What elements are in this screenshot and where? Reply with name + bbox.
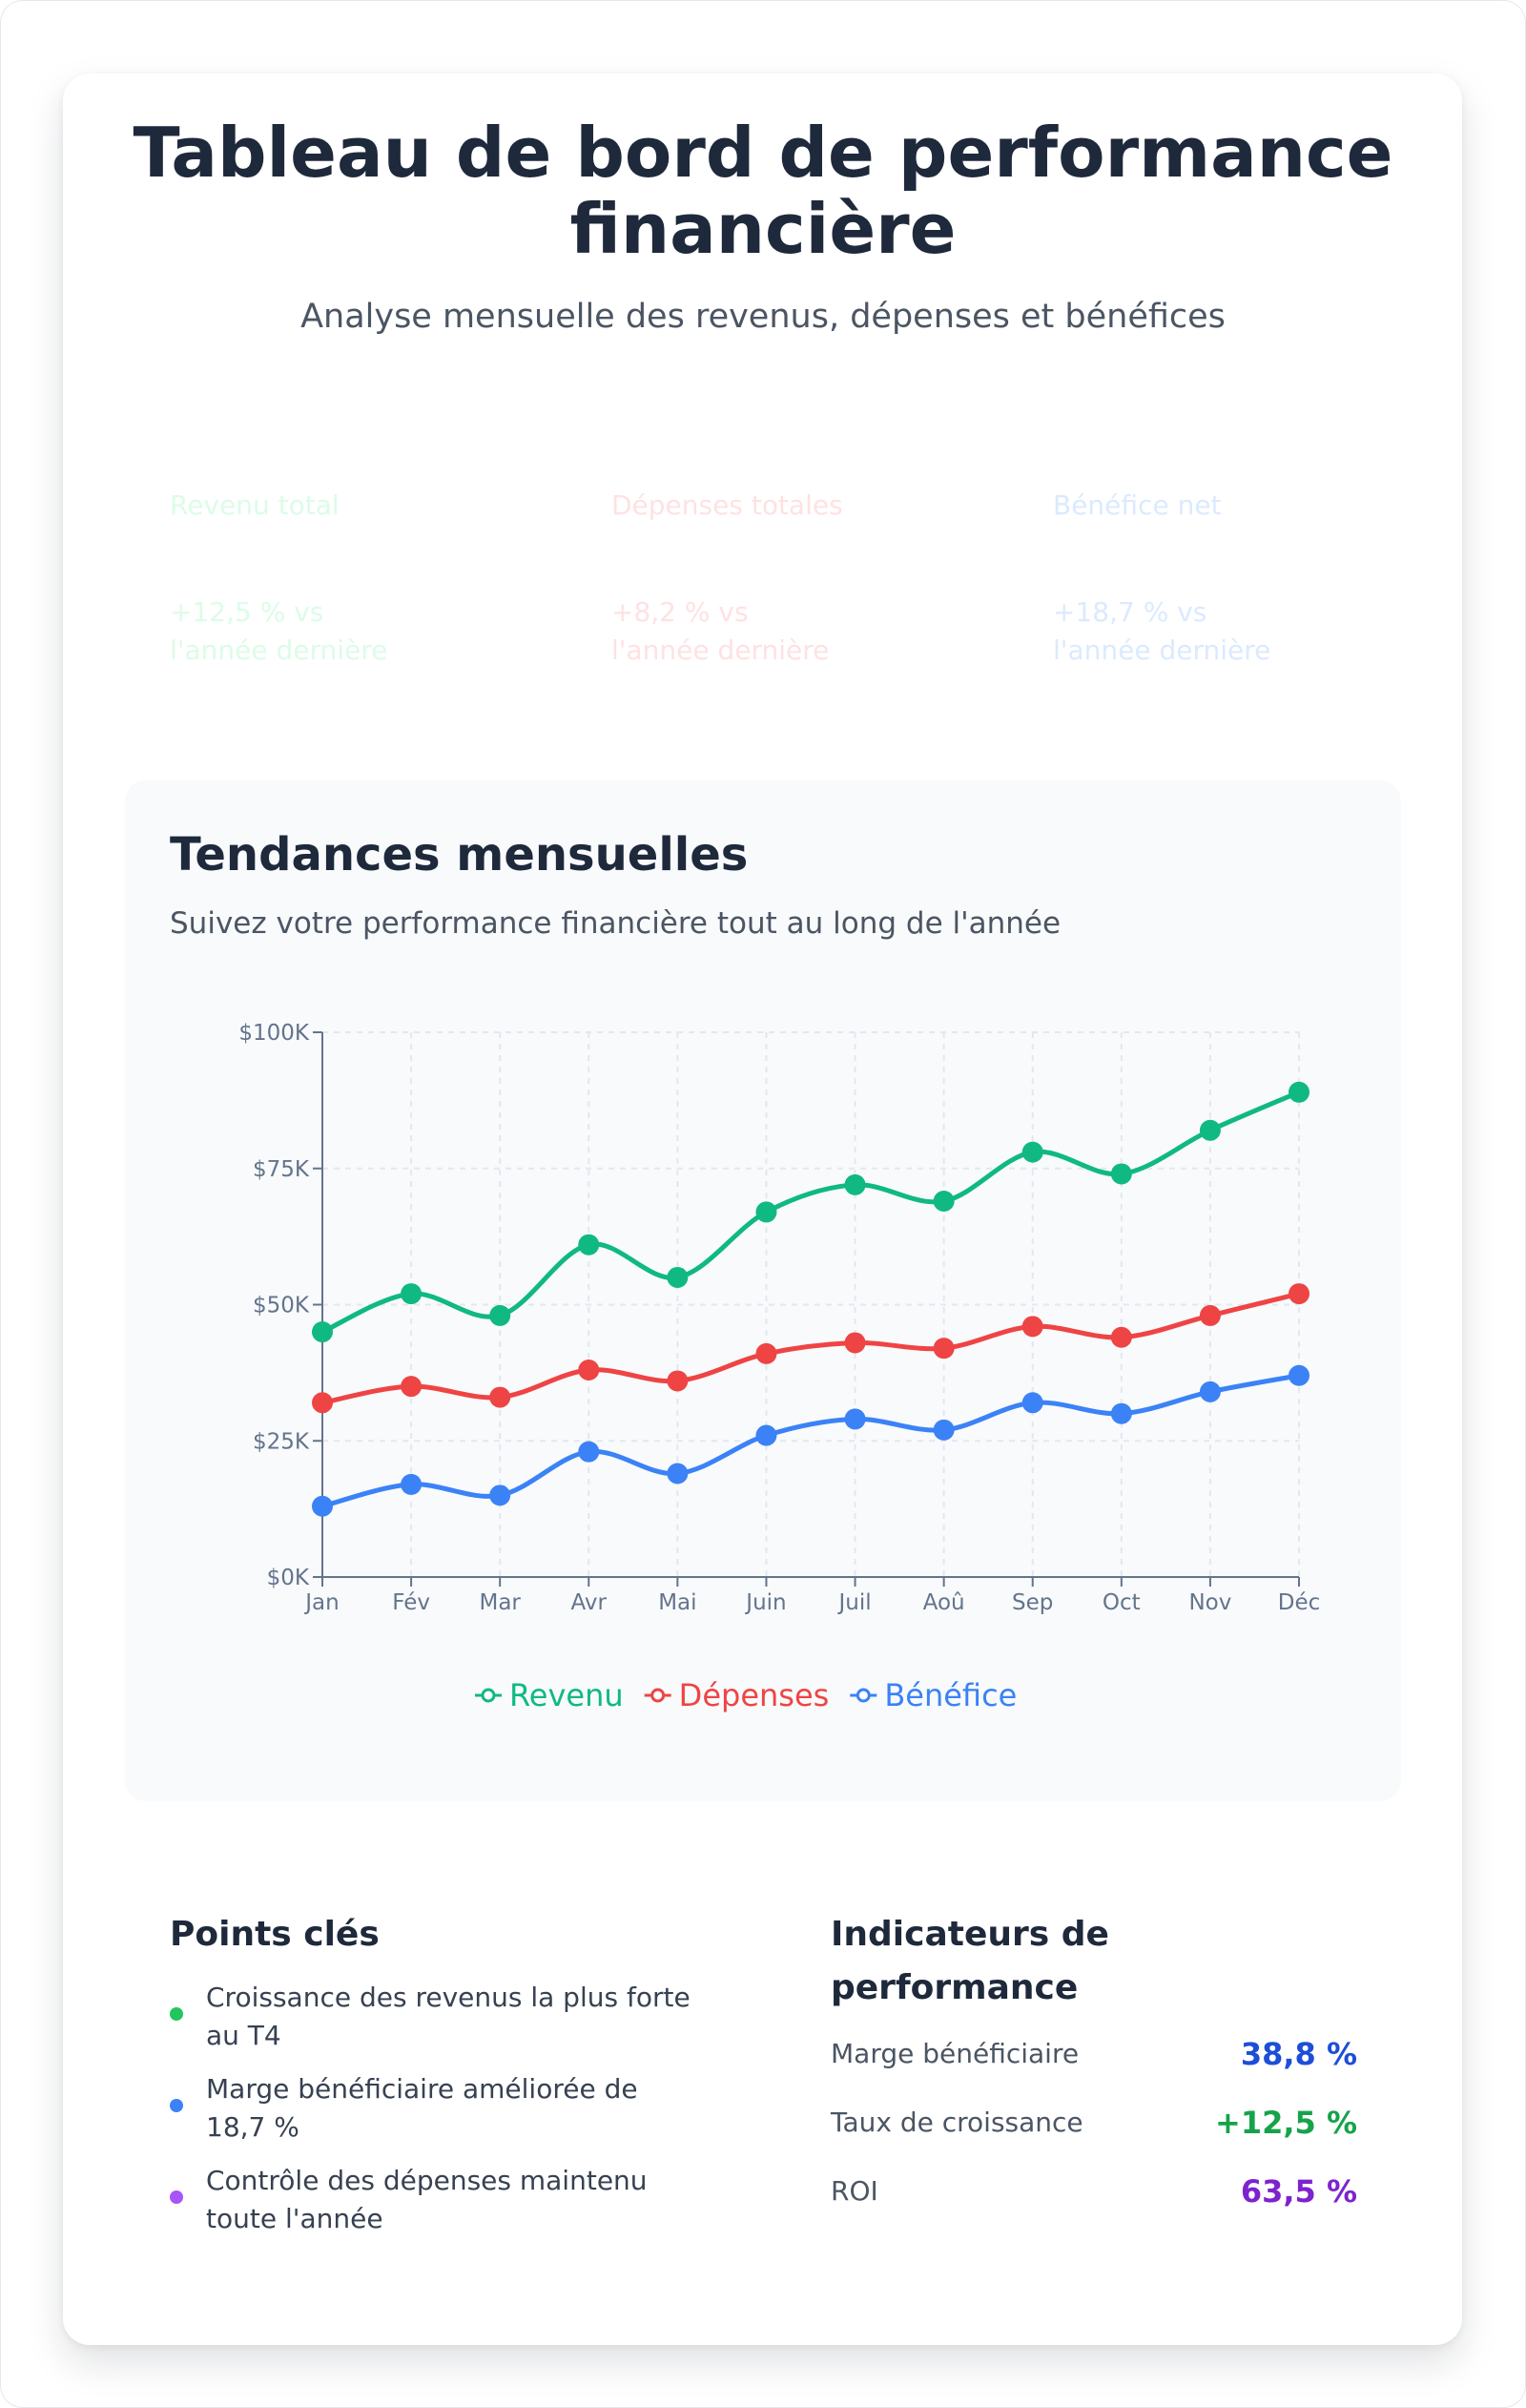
data-point-depenses — [667, 1370, 688, 1391]
kpi-expenses-change-line-2: l'année dernière — [611, 634, 830, 666]
key-point-line-2: au T4 — [206, 2020, 281, 2051]
x-tick-label: Aoû — [922, 1590, 965, 1615]
legend-label-depenses: Dépenses — [678, 1677, 830, 1713]
data-point-benefice — [934, 1420, 955, 1441]
key-point-line-2: 18,7 % — [206, 2111, 299, 2143]
data-point-benefice — [755, 1425, 776, 1446]
data-point-depenses — [1022, 1316, 1043, 1337]
y-tick-label: $0K — [266, 1566, 309, 1590]
x-tick-label: Juil — [838, 1590, 872, 1615]
page-subtitle: Analyse mensuelle des revenus, dépenses et bénéfices — [300, 298, 1226, 336]
kpi-expenses-change-line-1: +8,2 % vs — [611, 596, 749, 628]
data-point-benefice — [489, 1484, 510, 1505]
chart-subtitle: Suivez votre performance financière tout au long de l'année — [170, 906, 1062, 941]
kpi-revenue-label: Revenu total — [170, 489, 340, 521]
data-point-revenu — [667, 1267, 688, 1288]
data-point-revenu — [934, 1191, 955, 1212]
kpi-profit-change-line-1: +18,7 % vs — [1053, 596, 1207, 628]
data-point-benefice — [845, 1408, 866, 1429]
x-tick-label: Déc — [1277, 1590, 1321, 1615]
x-tick-label: Jan — [305, 1590, 340, 1615]
key-point-text — [206, 2070, 721, 2147]
metric-label: Marge bénéficiaire — [831, 2038, 1080, 2069]
metric-label: Taux de croissance — [831, 2107, 1083, 2138]
data-point-revenu — [312, 1321, 333, 1342]
bullet-dot-icon — [170, 2190, 183, 2204]
data-point-depenses — [1200, 1305, 1221, 1326]
data-point-revenu — [845, 1174, 866, 1195]
kpi-revenue-change-line-2: l'année dernière — [170, 634, 388, 666]
data-point-revenu — [489, 1305, 510, 1326]
key-point-line-2: toute l'année — [206, 2203, 383, 2234]
legend-label-revenu: Revenu — [509, 1677, 624, 1713]
data-point-benefice — [667, 1463, 688, 1484]
data-point-revenu — [1111, 1163, 1132, 1184]
key-point-line-1: Contrôle des dépenses maintenu — [206, 2165, 648, 2196]
series-line-revenu — [322, 1092, 1299, 1332]
key-point-line-1: Croissance des revenus la plus forte — [206, 1982, 691, 2013]
x-tick-label: Fév — [392, 1590, 430, 1615]
data-point-revenu — [1289, 1082, 1309, 1103]
x-tick-label: Avr — [570, 1590, 608, 1615]
kpi-profit-change-line-2: l'année dernière — [1053, 634, 1271, 666]
performance-title-line-1: Indicateurs de — [831, 1915, 1109, 1954]
data-point-depenses — [578, 1360, 599, 1380]
x-tick-label: Sep — [1012, 1590, 1054, 1615]
legend-marker-icon — [857, 1690, 869, 1701]
metric-label: ROI — [831, 2175, 878, 2207]
x-tick-label: Mar — [479, 1590, 521, 1615]
data-point-depenses — [1289, 1283, 1309, 1304]
data-point-benefice — [1022, 1392, 1043, 1413]
kpi-profit-label: Bénéfice net — [1053, 489, 1222, 521]
data-point-depenses — [1111, 1327, 1132, 1348]
kpi-revenue-change-line-1: +12,5 % vs — [170, 596, 324, 628]
x-tick-label: Mai — [658, 1590, 697, 1615]
metric-value: 38,8 % — [1240, 2036, 1357, 2072]
data-point-benefice — [578, 1442, 599, 1463]
performance-title — [831, 1908, 1231, 2015]
data-point-depenses — [934, 1338, 955, 1359]
legend-marker-icon — [483, 1690, 494, 1701]
key-point-line-1: Marge bénéficiaire améliorée de — [206, 2073, 638, 2105]
data-point-benefice — [1200, 1381, 1221, 1402]
key-point-text — [206, 2162, 721, 2238]
legend-label-benefice: Bénéfice — [884, 1677, 1018, 1713]
metric-roi — [831, 2172, 1357, 2211]
performance-title-line-2: performance — [831, 1968, 1079, 2007]
y-tick-label: $75K — [253, 1156, 309, 1182]
metric-profit-margin — [831, 2035, 1357, 2073]
data-point-benefice — [401, 1474, 422, 1495]
page-title-line-2: financière — [569, 189, 957, 269]
metric-value: 63,5 % — [1240, 2173, 1357, 2210]
data-point-revenu — [401, 1283, 422, 1304]
y-tick-label: $100K — [238, 1021, 309, 1046]
data-point-depenses — [312, 1392, 333, 1413]
data-point-depenses — [401, 1376, 422, 1397]
data-point-depenses — [755, 1343, 776, 1364]
chart-title: Tendances mensuelles — [170, 828, 749, 882]
x-tick-label: Nov — [1188, 1590, 1232, 1615]
page-title-line-1: Tableau de bord de performance — [133, 113, 1393, 193]
data-point-revenu — [1200, 1120, 1221, 1141]
key-points-title: Points clés — [170, 1915, 380, 1954]
x-tick-label: Oct — [1102, 1590, 1141, 1615]
key-point-text — [206, 1979, 721, 2055]
metric-growth-rate — [831, 2104, 1357, 2142]
x-tick-label: Juin — [746, 1590, 787, 1615]
data-point-benefice — [1289, 1365, 1309, 1386]
y-tick-label: $50K — [253, 1293, 309, 1318]
kpi-expenses-label: Dépenses totales — [611, 489, 843, 521]
legend-marker-icon — [652, 1690, 664, 1701]
y-tick-label: $25K — [253, 1429, 309, 1455]
data-point-depenses — [845, 1332, 866, 1353]
data-point-revenu — [1022, 1142, 1043, 1163]
data-point-revenu — [755, 1201, 776, 1222]
data-point-depenses — [489, 1387, 510, 1408]
metric-value: +12,5 % — [1215, 2105, 1357, 2141]
data-point-revenu — [578, 1235, 599, 1256]
data-point-benefice — [312, 1496, 333, 1517]
bullet-dot-icon — [170, 2007, 183, 2021]
bullet-dot-icon — [170, 2099, 183, 2112]
data-point-benefice — [1111, 1403, 1132, 1424]
